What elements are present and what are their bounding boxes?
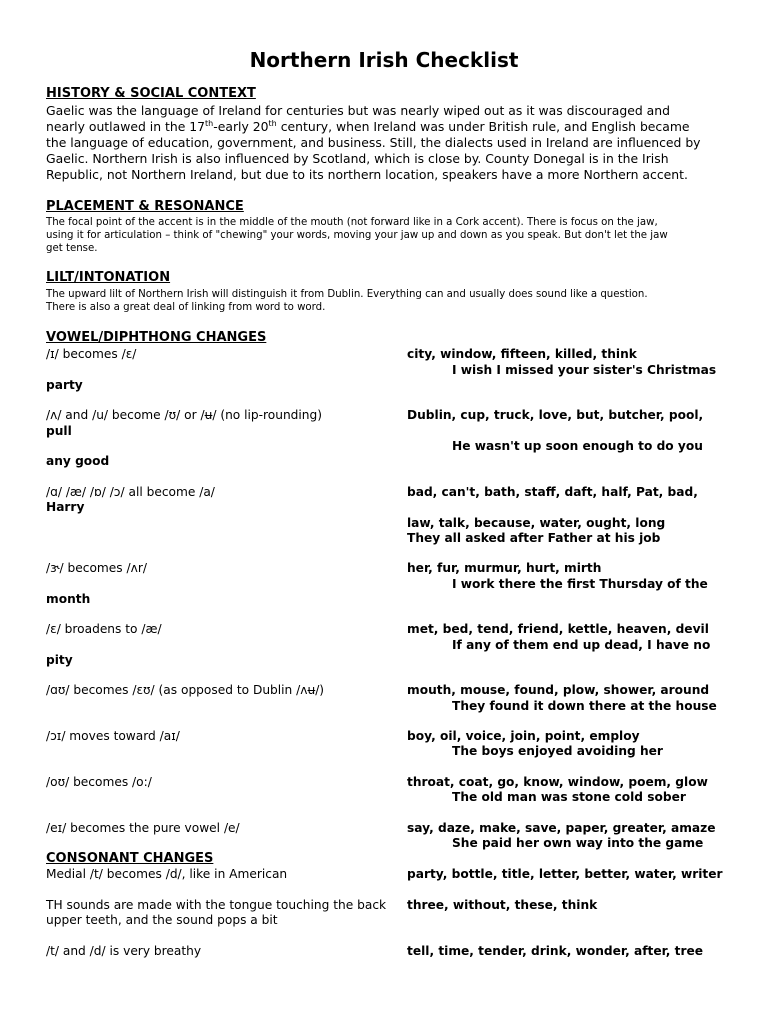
example-sentence: The old man was stone cold sober xyxy=(452,790,686,804)
example-words: her, fur, murmur, hurt, mirth xyxy=(407,561,602,575)
consonant-rule: TH sounds are made with the tongue touching the back xyxy=(46,898,387,912)
example-words: three, without, these, think xyxy=(407,898,598,912)
example-words: city, window, fifteen, killed, think xyxy=(407,347,637,361)
example-sentence: If any of them end up dead, I have no xyxy=(452,638,711,652)
placement-line: The focal point of the accent is in the middle of the mouth (not forward like in a Cork accent). There is focus on the jaw, xyxy=(46,217,658,228)
example-sentence: They found it down there at the house xyxy=(452,699,717,713)
vowel-rule: /ɑʊ/ becomes /ɛʊ/ (as opposed to Dublin /ʌʉ/) xyxy=(46,683,325,697)
vowel-rule: /ɔɪ/ moves toward /aɪ/ xyxy=(46,729,180,743)
example-words: party, bottle, title, letter, better, water, writer xyxy=(407,867,723,881)
example-words: boy, oil, voice, join, point, employ xyxy=(407,729,640,743)
consonant-rule-continuation: upper teeth, and the sound pops a bit xyxy=(46,913,278,927)
example-words: met, bed, tend, friend, kettle, heaven, devil xyxy=(407,622,709,636)
placement-paragraph xyxy=(46,216,736,255)
vowel-rule: /ɪ/ becomes /ɛ/ xyxy=(46,347,137,361)
vowel-heading: VOWEL/DIPHTHONG CHANGES xyxy=(46,330,267,345)
history-line: Gaelic. Northern Irish is also influenced by Scotland, which is close by. County Donegal is in the Irish xyxy=(46,151,669,166)
sentence-continuation: month xyxy=(46,592,91,606)
history-heading: HISTORY & SOCIAL CONTEXT xyxy=(46,86,256,101)
consonant-rule: Medial /t/ becomes /d/, like in American xyxy=(46,867,288,881)
lilt-line: There is also a great deal of linking from word to word. xyxy=(46,302,326,313)
placement-line: using it for articulation – think of "chewing" your words, moving your jaw up and down as you speak. But don't let the jaw xyxy=(46,230,668,241)
example-words: throat, coat, go, know, window, poem, glow xyxy=(407,775,708,789)
vowel-rule: /ɛ/ broadens to /æ/ xyxy=(46,622,162,636)
history-line: Republic, not Northern Ireland, but due to its northern location, speakers have a more Northern accent. xyxy=(46,167,688,182)
vowel-rule: /ɑ/ /æ/ /ɒ/ /ɔ/ all become /a/ xyxy=(46,485,215,499)
vowel-rule: /ɝ/ becomes /ʌr/ xyxy=(46,561,147,575)
example-sentence: I wish I missed your sister's Christmas xyxy=(452,363,717,377)
history-paragraph xyxy=(46,103,736,183)
placement-line: get tense. xyxy=(46,243,98,254)
sentence-continuation: pity xyxy=(46,653,73,667)
example-words: mouth, mouse, found, plow, shower, around xyxy=(407,683,710,697)
history-line: Gaelic was the language of Ireland for centuries but was nearly wiped out as it was discouraged and xyxy=(46,103,670,118)
sentence-continuation: party xyxy=(46,378,83,392)
page-title: Northern Irish Checklist xyxy=(249,48,519,72)
example-words: bad, can't, bath, staff, daft, half, Pat, bad, xyxy=(407,485,698,499)
placement-heading: PLACEMENT & RESONANCE xyxy=(46,199,244,214)
lilt-heading: LILT/INTONATION xyxy=(46,270,171,285)
words-continuation: Harry xyxy=(46,500,85,514)
consonant-heading: CONSONANT CHANGES xyxy=(46,851,214,866)
example-words: say, daze, make, save, paper, greater, amaze xyxy=(407,821,716,835)
vowel-rule: /oʊ/ becomes /o:/ xyxy=(46,775,152,789)
sentence-continuation: any good xyxy=(46,454,110,468)
lilt-paragraph xyxy=(46,288,736,314)
history-line: the language of education, government, and business. Still, the dialects used in Ireland are influenced by xyxy=(46,135,701,150)
example-words: Dublin, cup, truck, love, but, butcher, pool, xyxy=(407,408,704,422)
consonant-rule: /t/ and /d/ is very breathy xyxy=(46,944,202,958)
lilt-line: The upward lilt of Northern Irish will distinguish it from Dublin. Everything can and usually does sound like a question. xyxy=(46,289,648,300)
example-sentence: The boys enjoyed avoiding her xyxy=(452,744,663,758)
vowel-rule: /eɪ/ becomes the pure vowel /e/ xyxy=(46,821,240,835)
example-words: tell, time, tender, drink, wonder, after, tree xyxy=(407,944,704,958)
example-sentence: She paid her own way into the game xyxy=(452,836,704,850)
example-sentence: They all asked after Father at his job xyxy=(407,531,661,545)
words-continuation: pull xyxy=(46,424,72,438)
example-sentence: He wasn't up soon enough to do you xyxy=(452,439,703,453)
history-line: nearly outlawed in the 17th-early 20th century, when Ireland was under British rule, and English became xyxy=(46,118,690,134)
example-sentence: I work there the first Thursday of the xyxy=(452,577,708,591)
vowel-rule: /ʌ/ and /u/ become /ʊ/ or /ʉ/ (no lip-rounding) xyxy=(46,408,323,422)
example-words: law, talk, because, water, ought, long xyxy=(407,516,666,530)
